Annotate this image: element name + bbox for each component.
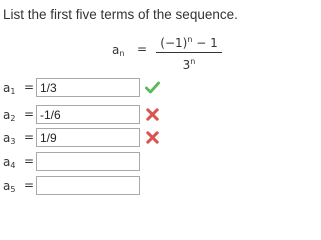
term-label-a2: $a_2$ xyxy=(3,108,16,123)
term-row-a4 xyxy=(0,152,321,174)
term-equals: = xyxy=(24,80,35,94)
term-input-a5[interactable] xyxy=(36,176,140,195)
fraction-bar xyxy=(156,52,222,53)
term-input-a1[interactable] xyxy=(36,78,140,97)
term-equals: = xyxy=(24,154,35,168)
term-label-a3: $a_3$ xyxy=(3,131,16,146)
term-label-a5: $a_5$ xyxy=(3,179,16,194)
term-row-a5 xyxy=(0,176,321,198)
formula-fraction xyxy=(156,32,222,72)
term-row-a1 xyxy=(0,78,321,100)
question-prompt: List the first five terms of the sequence. xyxy=(3,7,238,22)
term-equals: = xyxy=(24,178,35,192)
formula-denominator: 3$^n$ xyxy=(182,57,196,72)
term-input-a3[interactable] xyxy=(36,128,140,147)
formula-equals: = xyxy=(137,42,148,56)
checkmark-icon xyxy=(145,80,160,95)
term-equals: = xyxy=(24,130,35,144)
term-label-a4: $a_4$ xyxy=(3,155,16,170)
formula-lhs: $a_n$ xyxy=(112,43,125,58)
term-input-a2[interactable] xyxy=(36,105,140,124)
formula-numerator: $(-1)^n - 1$ xyxy=(160,35,218,50)
x-icon xyxy=(145,130,160,145)
term-row-a3 xyxy=(0,128,321,150)
term-equals: = xyxy=(24,107,35,121)
term-input-a4[interactable] xyxy=(36,152,140,171)
x-icon xyxy=(145,107,160,122)
term-row-a2 xyxy=(0,105,321,127)
term-label-a1: $a_1$ xyxy=(3,81,16,96)
